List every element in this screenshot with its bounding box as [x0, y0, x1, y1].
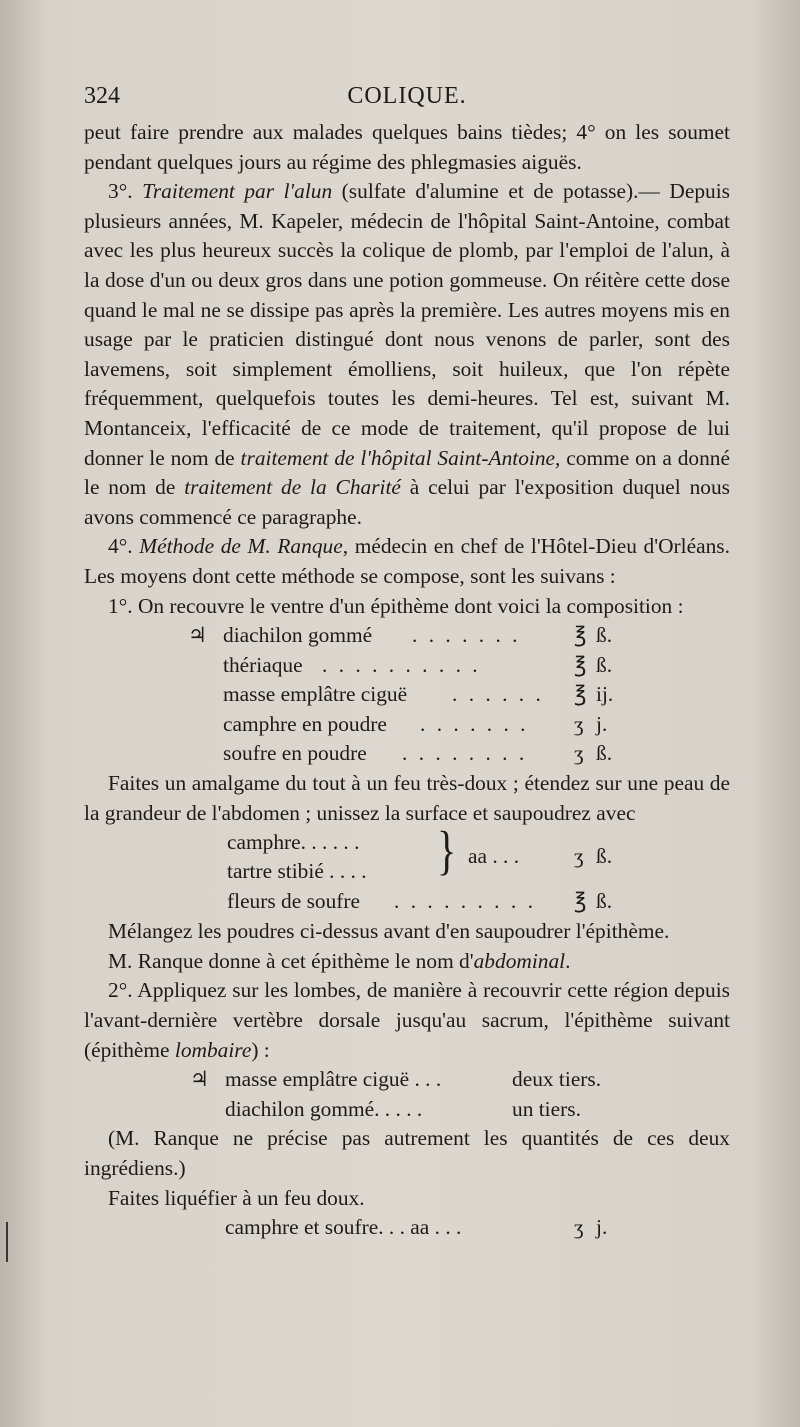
melangez-line: Mélangez les poudres ci-dessus avant d'en saupoudrer l'épithème.: [108, 919, 670, 944]
recipe-symbol: ♃: [190, 1067, 209, 1092]
powder-mix: [84, 820, 730, 917]
margin-mark: [6, 1222, 8, 1262]
unit-symbol: ℥: [574, 889, 587, 914]
quantity: deux tiers.: [512, 1067, 602, 1092]
ingredient-name: camphre et soufre. . . aa . . .: [225, 1215, 462, 1240]
leader-dots: . . . . . . . . .: [394, 889, 536, 914]
recipe-row: [84, 1213, 730, 1243]
unit-symbol: ʒ: [574, 844, 584, 869]
section-3-end: à celui par l'exposition duquel nous avons commencé ce paragraphe.: [84, 475, 730, 529]
section-4-paragraph: [84, 532, 730, 591]
step-2-after: ) :: [251, 1037, 270, 1062]
quantity: ij.: [596, 682, 614, 707]
recipe-row: [84, 680, 730, 710]
ranque-italic: abdominal: [473, 948, 566, 973]
ingredient-name: diachilon gommé: [223, 623, 373, 648]
section-3-title: Traitement par l'alun: [142, 179, 333, 204]
ingredient-name: thériaque: [223, 652, 303, 677]
ranque-after: .: [565, 948, 571, 973]
unit-symbol: ʒ: [574, 1215, 584, 1240]
quantity: ß.: [596, 889, 613, 914]
step-1-paragraph: 1°. On recouvre le ventre d'un épithème dont voici la composition :: [108, 593, 684, 618]
quantity: j.: [596, 711, 608, 736]
ingredient-name: masse emplâtre ciguë . . .: [225, 1067, 442, 1092]
step-2-paragraph: [84, 976, 730, 1065]
section-4-number: 4°.: [108, 534, 133, 559]
leader-dots: . . . . . .: [452, 682, 544, 707]
leader-dots: . . . . . . .: [420, 711, 529, 736]
step-2-text: 2°. Appliquez sur les lombes, de manière à recouvrir cette région depuis l'avant-dernière vertèbre dorsale jusqu'au sacrum, l'épithème suivant (épithème: [84, 978, 730, 1062]
recipe-row: [84, 1065, 730, 1095]
section-3-number: 3°.: [108, 179, 133, 204]
page-header: [84, 82, 730, 118]
running-head: COLIQUE.: [347, 83, 467, 109]
section-3-mid: comme on a donné le nom de: [84, 445, 730, 500]
unit-symbol: ℥: [574, 652, 587, 677]
recipe-row: [84, 651, 730, 681]
page-number: 324: [84, 83, 120, 109]
leader-dots: . . . . . . . . . .: [322, 652, 481, 677]
amalgam-paragraph: Faites un amalgame du tout à un feu très-doux ; étendez sur une peau de la grandeur de l'abdomen ; unissez la surface et saupoudrez avec: [84, 771, 730, 825]
powder-item: fleurs de soufre: [227, 889, 361, 914]
section-4-title: Méthode de M. Ranque: [139, 534, 343, 559]
ranque-line: [84, 947, 730, 977]
intro-paragraph: peut faire prendre aux malades quelques bains tièdes; 4° on les soumet pendant quelques jours au régime des phlegmasies aiguës.: [84, 120, 730, 174]
unit-symbol: ʒ: [574, 711, 584, 736]
section-4-text: , médecin en chef de l'Hôtel-Dieu d'Orléans. Les moyens dont cette méthode se compose, sont les suivans :: [84, 534, 730, 588]
quantity: ß.: [596, 844, 613, 869]
section-3-italic-2: traitement de la Charité: [184, 475, 401, 500]
unit-symbol: ʒ: [574, 741, 584, 766]
brace: }: [437, 820, 457, 881]
section-3-text: (sulfate d'alumine et de potasse).— Depuis plusieurs années, M. Kapeler, médecin de l'hôpital Saint-Antoine, combat avec les plus heureux succès la colique de plomb, par l'emploi de l'alun, à la dose d'un ou deux gros dans une potion gommeuse. On réitère cette dose quand le mal ne se dissipe pas après la première. Les autres moyens mis en usage par le praticien distingué dont nous venons de parler, sont des lavemens, soit simplement émolliens, soit huileux, que l'on répète fréquemment, quelquefois toutes les demi-heures. Tel est, suivant M. Montanceix, l'efficacité de ce mode de traitement, qu'il propose de lui donner le nom de: [84, 179, 730, 470]
recipe-symbol: ♃: [188, 623, 207, 648]
powder-aa: aa . . .: [468, 844, 520, 869]
unit-symbol: ℥: [574, 682, 587, 707]
quantity: j.: [596, 1215, 608, 1240]
recipe-row: [84, 621, 730, 651]
section-3-italic-1: traitement de l'hôpital Saint-Antoine,: [240, 445, 561, 470]
powder-item: camphre. . . . . .: [227, 830, 360, 855]
quantity: ß.: [596, 741, 613, 766]
recipe-row: [84, 1095, 730, 1125]
powder-item: tartre stibié . . . .: [227, 859, 367, 884]
quantity: ß.: [596, 623, 613, 648]
leader-dots: . . . . . . . .: [402, 741, 528, 766]
quantity: un tiers.: [512, 1096, 581, 1121]
ingredient-name: soufre en poudre: [223, 741, 367, 766]
ranque-text: M. Ranque donne à cet épithème le nom d': [108, 948, 474, 973]
ingredient-name: masse emplâtre ciguë: [223, 682, 408, 707]
page-text: [84, 82, 730, 1243]
liquefy-line: Faites liquéfier à un feu doux.: [108, 1185, 365, 1210]
step-2-italic: lombaire: [174, 1037, 252, 1062]
recipe-row: [84, 710, 730, 740]
quantity: ß.: [596, 652, 613, 677]
section-3-paragraph: [84, 177, 730, 532]
recipe-row: [84, 739, 730, 769]
note-paragraph: (M. Ranque ne précise pas autrement les quantités de ces deux ingrédiens.): [84, 1126, 730, 1180]
leader-dots: . . . . . . .: [412, 623, 521, 648]
ingredient-name: camphre en poudre: [223, 711, 387, 736]
unit-symbol: ℥: [574, 623, 587, 648]
ingredient-name: diachilon gommé. . . . .: [225, 1096, 423, 1121]
